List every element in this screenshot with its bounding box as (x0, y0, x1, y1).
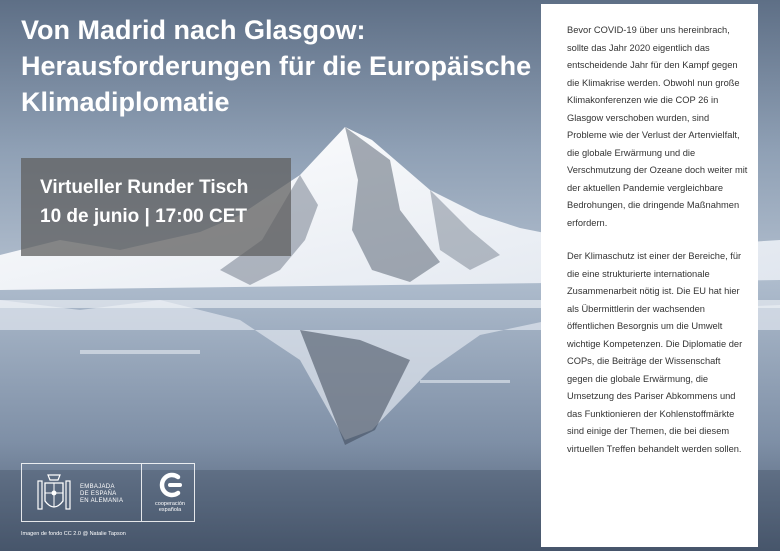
embassy-name (80, 484, 123, 505)
coop-line: cooperación (155, 501, 185, 507)
description-panel (541, 4, 758, 547)
description-paragraph: Der Klimaschutz ist einer der Bereiche, für die eine strukturierte internationale Zusammenarbeit nötig ist. Die EU hat hier als Übermittlerin der wachsenden öffentlichen Besorgnis um die Umwelt wichtige Kompetenzen. Die Diplomatie der COPs, die Beiträge der Wissenschaft gegen die globale Erwärmung, die Umsetzung des Pariser Abkommens und das Funktionieren der Kohlenstoffmärkte sind einige der Themen, die bei diesem virtuellen Treffen behandelt werden sollen. (567, 251, 743, 454)
title-line: Herausforderungen für die Europäische (21, 51, 532, 81)
logo-divider (141, 464, 142, 521)
event-info-box (21, 158, 291, 256)
event-title (21, 12, 532, 120)
event-type: Virtueller Runder Tisch (40, 177, 249, 198)
spanish-crest-icon (34, 473, 74, 515)
embassy-line: DE ESPAÑA (80, 491, 117, 497)
logo-box (21, 463, 195, 522)
cooperacion-logo-icon (156, 470, 186, 500)
description-paragraph: Bevor COVID-19 über uns hereinbrach, sollte das Jahr 2020 eigentlich das entscheidende Jahr für den Kampf gegen die Klimakrise werden. Obwohl nun große Klimakonferenzen wie die COP 26 in Glasgow verschoben wurden, sind Probleme wie der Verlust der Artenvielfalt, die globale Erwärmung und die Verschmutzung der Ozeane doch weiter mit der aktuellen Pandemie vergleichbare Bedrohungen, die dringende Maßnahmen erfordern. (567, 25, 748, 228)
event-date-time: 10 de junio | 17:00 CET (40, 206, 247, 227)
embassy-line: EN ALEMANIA (80, 498, 124, 504)
title-line: Klimadiplomatie (21, 87, 230, 117)
title-line: Von Madrid nach Glasgow: (21, 15, 366, 45)
image-credit: Imagen de fondo CC 2.0 @ Natalie Tapson (21, 531, 126, 537)
cooperacion-name (144, 501, 196, 513)
coop-line: española (158, 507, 182, 513)
embassy-line: EMBAJADA (80, 484, 115, 490)
